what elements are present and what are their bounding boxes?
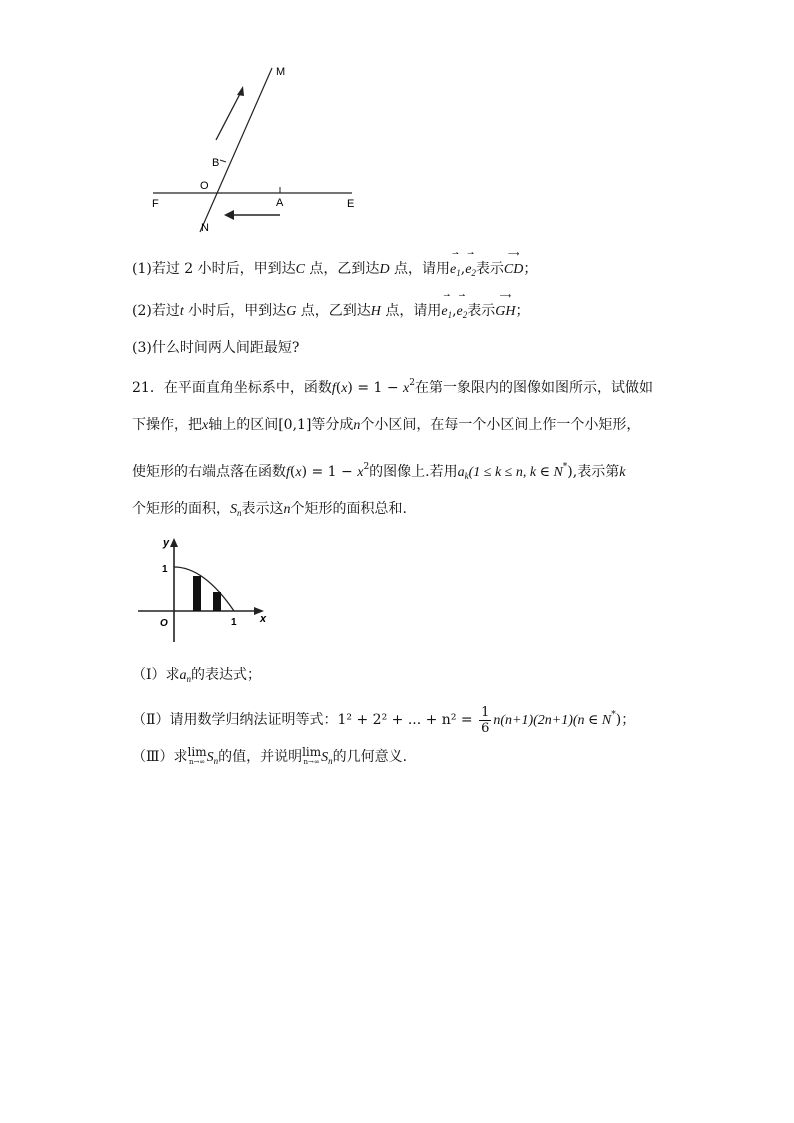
rect-2 [213, 592, 221, 611]
label-o: O [160, 618, 168, 629]
y-arrow [170, 538, 178, 547]
limit-2: lim n→∞ [302, 745, 322, 766]
part-2: （Ⅱ）请用数学归纳法证明等式：1² + 2² + ... + n² = $\frac{1}{6}$ n(n+1)(2n+1)(n ∈ N*)； [132, 704, 636, 736]
vector-figure [140, 62, 380, 242]
label-one-y: 1 [162, 564, 168, 575]
q21-line3: 使矩形的右端点落在函数$f(x) = 1 - x^2$的图像上.若用$a_k(1 \le k \le n$, k ∈ N*),表示第k [132, 462, 626, 481]
curve [174, 567, 234, 611]
text: 点，请用 [389, 261, 451, 277]
label-m: M [276, 66, 286, 78]
label-n: N [201, 222, 209, 234]
text: 点，乙到达 [296, 303, 371, 319]
var-h: H [370, 304, 381, 319]
label-a: A [276, 197, 284, 209]
vector-cd: ⟶ CD [503, 249, 524, 277]
vector-gh: ⟶ GH [495, 291, 516, 319]
label-f: F [152, 198, 159, 210]
arrow-left-head [224, 210, 234, 220]
var-c: C [295, 262, 305, 277]
text: (1)若过 2 小时后，甲到达 [132, 261, 296, 277]
part-1: （Ⅰ）求$a_n$的表达式； [132, 667, 262, 684]
arrow-up-shaft [216, 90, 242, 140]
part-3: （Ⅲ）求 lim n→∞ $S_n$的值，并说明 lim n→∞ $S_n$的几何意义. [132, 745, 408, 766]
label-e: E [347, 198, 355, 210]
text: 表示 [475, 261, 504, 277]
text: 小时后，甲到达 [183, 303, 287, 319]
q21-line1: 21．在平面直角坐标系中，函数$f(x) = 1 - x^2$在第一象限内的图像如图所示，试做如 [132, 378, 653, 396]
var-t: t [179, 304, 184, 319]
q20-part2: (2)若过t 小时后，甲到达G 点，乙到达H 点，请用 ⇀ $e_1$, ⇀ $e_2$表示 ⟶ GH； [132, 300, 529, 326]
q20-part3: (3)什么时间两人间距最短? [132, 340, 300, 356]
label-o: O [200, 180, 209, 192]
var-d: D [379, 262, 390, 277]
text: 点，请用 [380, 303, 442, 319]
tick-b [220, 160, 226, 162]
function-graph [134, 534, 284, 649]
q20-part1: (1)若过 2 小时后，甲到达C 点，乙到达D 点，请用 ⇀ $e_1$, ⇀ $e_2$表示 ⟶ CD； [132, 258, 537, 284]
q21-line2: 下操作，把x轴上的区间[0,1]等分成n个小区间，在每一个小区间上作一个小矩形， [132, 417, 641, 433]
vector-e1: ⇀ $e_1$ [441, 291, 453, 320]
label-x: x [260, 613, 267, 625]
vector-e2: ⇀ $e_2$ [465, 249, 476, 278]
line-mn [200, 68, 272, 232]
rect-1 [193, 576, 201, 611]
label-y: y [163, 537, 170, 549]
text: 表示 [467, 303, 496, 319]
q21-line4: 个矩形的面积，$S_n$表示这n个矩形的面积总和. [132, 501, 407, 518]
label-b: B [212, 157, 220, 169]
text: 点，乙到达 [304, 261, 380, 277]
vector-e1: ⇀ $e_1$ [450, 249, 461, 278]
text: (2)若过 [132, 303, 180, 319]
limit-1: lim n→∞ [187, 745, 207, 766]
fraction-one-sixth: $\frac{1}{6}$ [481, 704, 490, 736]
vector-e2: ⇀ $e_2$ [456, 291, 468, 320]
label-one-x: 1 [231, 617, 237, 628]
var-g: G [286, 304, 297, 319]
arrow-up-head [237, 86, 244, 96]
